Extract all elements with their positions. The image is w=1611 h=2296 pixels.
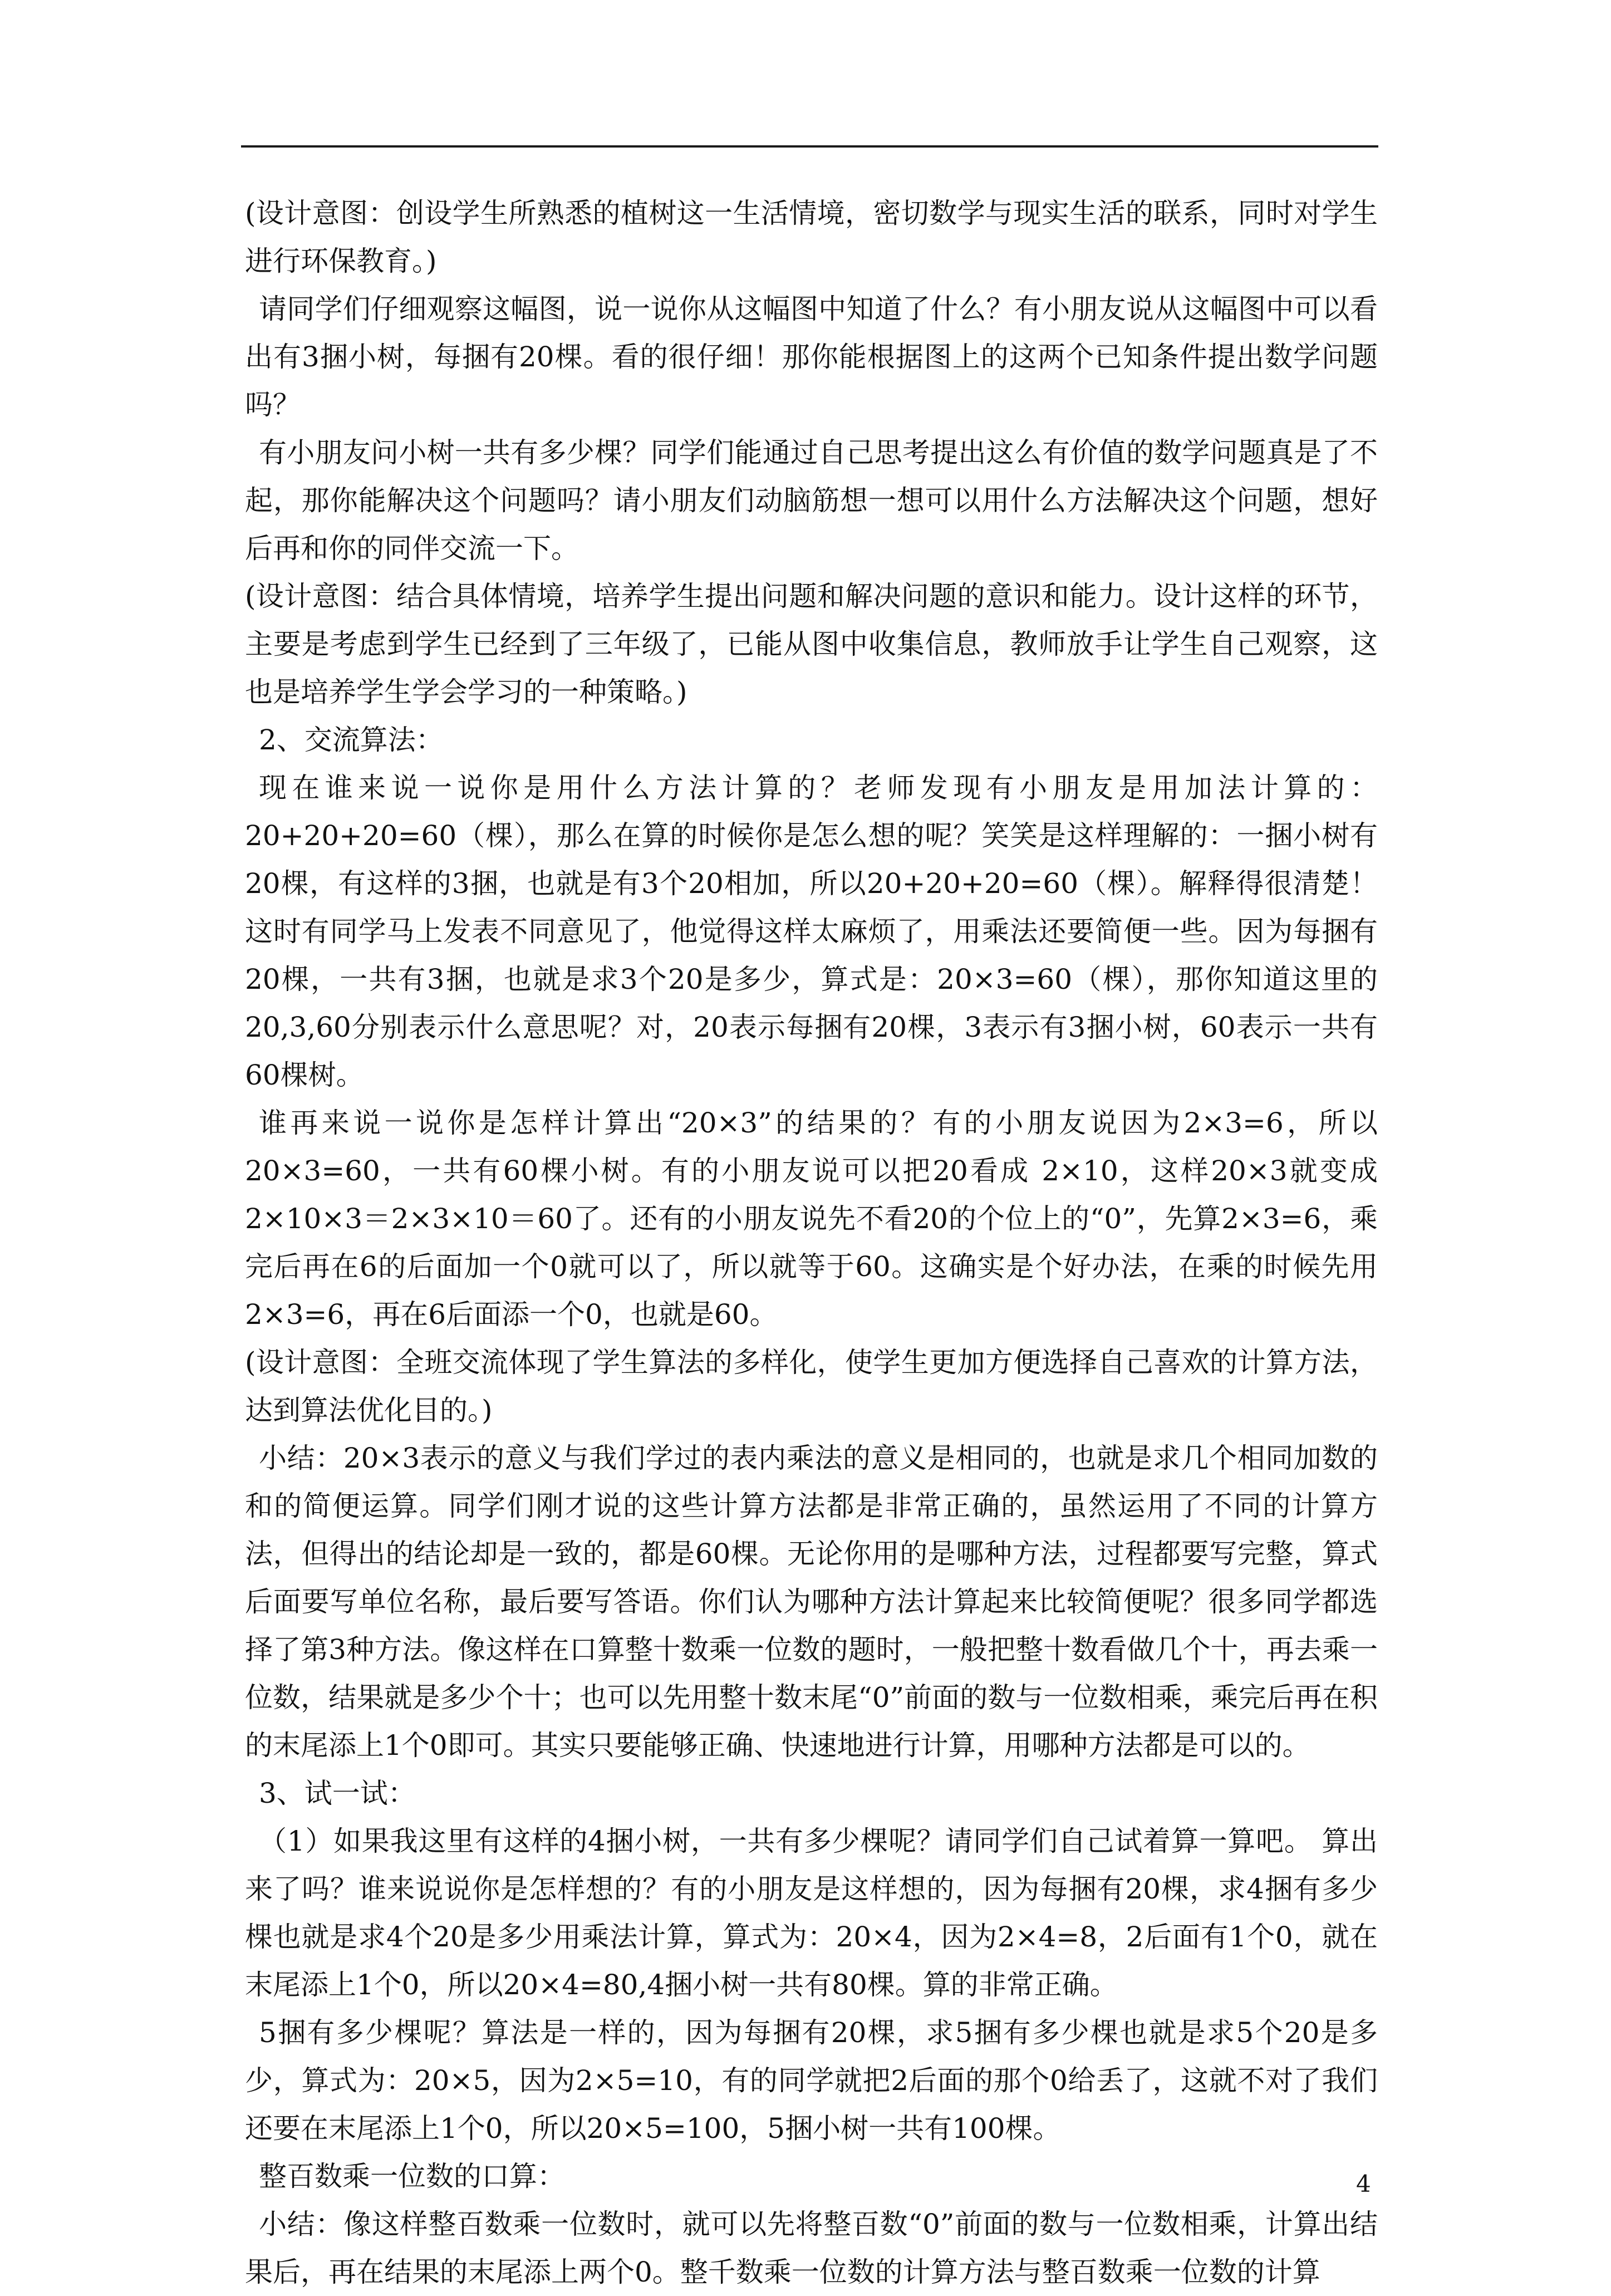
paragraph-summary-2: 小结：像这样整百数乘一位数时，就可以先将整百数“0”前面的数与一位数相乘，计算出结果后，再在结果的末尾添上两个0。整千数乘一位数的计算方法与整百数乘一位数的计算: [245, 2208, 1378, 2288]
section-heading-exchange-methods: 2、交流算法：: [259, 724, 444, 756]
paragraph-ask-question: 有小朋友问小树一共有多少棵？同学们能通过自己思考提出这么有价值的数学问题真是了不起，那你能解决这个问题吗？请小朋友们动脑筋想一想可以用什么方法解决这个问题，想好后再和你的同伴交流一下。: [245, 436, 1378, 565]
paragraph-design-intent-1: (设计意图：创设学生所熟悉的植树这一生活情境，密切数学与现实生活的联系，同时对学生进行环保教育。): [245, 197, 1378, 277]
section-heading-hundreds: 整百数乘一位数的口算：: [259, 2160, 565, 2192]
section-heading-try-it: 3、试一试：: [259, 1777, 416, 1809]
paragraph-design-intent-2: (设计意图：结合具体情境，培养学生提出问题和解决问题的意识和能力。设计这样的环节，主要是考虑到学生已经到了三年级了，已能从图中收集信息，教师放手让学生自己观察，这也是培养学生学会学习的一种策略。): [245, 580, 1378, 708]
paragraph-try-4-bundles: （1）如果我这里有这样的4捆小树，一共有多少棵呢？请同学们自己试着算一算吧。 算出来了吗？谁来说说你是怎样想的？有的小朋友是这样想的，因为每捆有20棵，求4捆有多少棵也就是求4个20是多少用乘法计算，算式为：20×4，因为2×4=8，2后面有1个0，就在末尾添上1个0，所以20×4=80,4捆小树一共有80棵。算的非常正确。: [245, 1825, 1378, 2001]
paragraph-summary-1: 小结：20×3表示的意义与我们学过的表内乘法的意义是相同的，也就是求几个相同加数的和的简便运算。同学们刚才说的这些计算方法都是非常正确的，虽然运用了不同的计算方法，但得出的结论却是一致的，都是60棵。无论你用的是哪种方法，过程都要写完整，算式后面要写单位名称，最后要写答语。你们认为哪种方法计算起来比较简便呢？很多同学都选择了第3种方法。像这样在口算整十数乘一位数的题时，一般把整十数看做几个十，再去乘一位数，结果就是多少个十；也可以先用整十数末尾“0”前面的数与一位数相乘，乘完后再在积的末尾添上1个0即可。其实只要能够正确、快速地进行计算，用哪种方法都是可以的。: [245, 1442, 1378, 1762]
paragraph-calculate-20x3: 谁再来说一说你是怎样计算出“20×3”的结果的？有的小朋友说因为2×3=6，所以20×3=60，一共有60棵小树。有的小朋友说可以把20看成 2×10，这样20×3就变成2×10×3＝2×3×10＝60了。还有的小朋友说先不看20的个位上的“0”，先算2×3=6，乘完后再在6的后面加一个0就可以了，所以就等于60。这确实是个好办法，在乘的时候先用2×3=6，再在6后面添一个0，也就是60。: [245, 1107, 1378, 1331]
paragraph-try-5-bundles: 5捆有多少棵呢？算法是一样的，因为每捆有20棵，求5捆有多少棵也就是求5个20是多少，算式为：20×5，因为2×5=10，有的同学就把2后面的那个0给丢了，这就不对了我们还要在末尾添上1个0，所以20×5=100，5捆小树一共有100棵。: [245, 2017, 1378, 2145]
paragraph-observe-picture: 请同学们仔细观察这幅图，说一说你从这幅图中知道了什么？有小朋友说从这幅图中可以看出有3捆小树，每捆有20棵。看的很仔细！那你能根据图上的这两个已知条件提出数学问题吗？: [245, 293, 1378, 421]
header-rule: [241, 145, 1378, 148]
document-body: [245, 189, 1378, 2296]
paragraph-design-intent-3: (设计意图：全班交流体现了学生算法的多样化，使学生更加方便选择自己喜欢的计算方法，达到算法优化目的。): [245, 1346, 1378, 1426]
page-number: 4: [1356, 2170, 1371, 2197]
paragraph-exchange-methods: 现在谁来说一说你是用什么方法计算的？老师发现有小朋友是用加法计算的：20+20+20=60（棵），那么在算的时候你是怎么想的呢？笑笑是这样理解的：一捆小树有20棵，有这样的3捆，也就是有3个20相加，所以20+20+20=60（棵）。解释得很清楚！这时有同学马上发表不同意见了，他觉得这样太麻烦了，用乘法还要简便一些。因为每捆有20棵，一共有3捆，也就是求3个20是多少，算式是：20×3=60（棵），那你知道这里的20,3,60分别表示什么意思呢？对，20表示每捆有20棵，3表示有3捆小树，60表示一共有60棵树。: [245, 772, 1378, 1091]
